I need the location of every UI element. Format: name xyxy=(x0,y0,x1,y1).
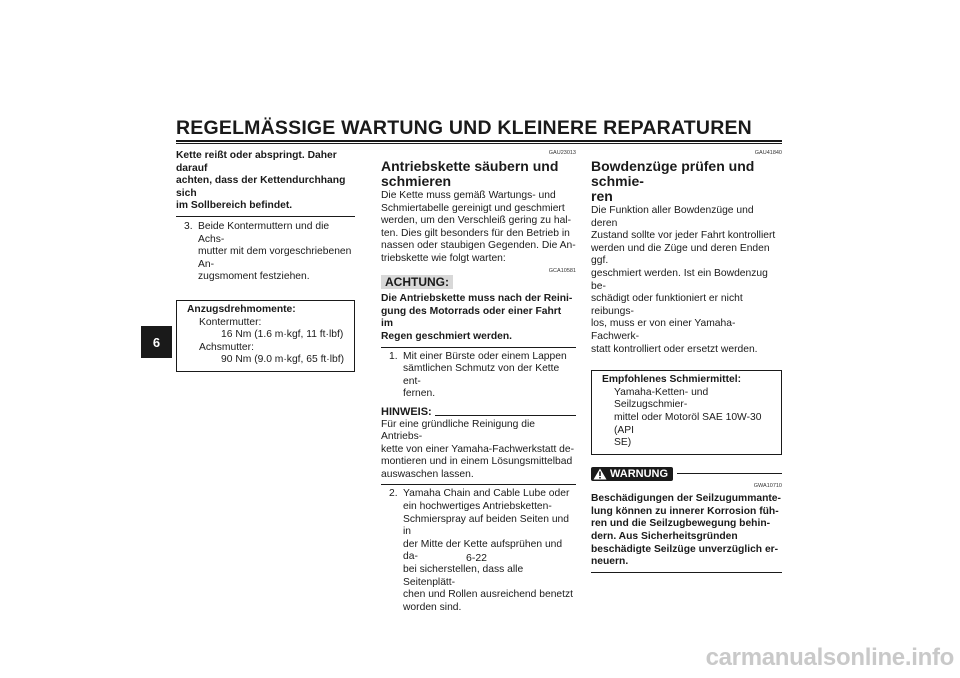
divider xyxy=(176,216,355,217)
caution-code: GCA10581 xyxy=(548,267,576,274)
section-heading: Antriebskette säubern und schmieren xyxy=(381,158,559,189)
lubricant-spec-box: Empfohlenes Schmiermittel: Yamaha-Ketten- und Seilzugschmier- mittel oder Motoröl SAE 10W-30 (API SE) xyxy=(591,370,782,455)
note-text: Für eine gründliche Reinigung die Antriebs- kette von einer Yamaha-Fachwerkstatt de- montieren und in einem Lösungsmittelbad auswaschen lassen. xyxy=(381,418,575,480)
divider xyxy=(381,347,576,348)
caution-text: Die Antriebskette muss nach der Reini- gung des Motorrads oder einer Fahrt im Regen geschmiert werden. xyxy=(381,293,573,342)
section-heading: Bowdenzüge prüfen und schmie- ren xyxy=(591,158,755,204)
title-rule xyxy=(176,140,782,142)
page-title: REGELMÄSSIGE WARTUNG UND KLEINERE REPARATUREN xyxy=(176,117,752,139)
intro-bold-text: Kette reißt oder abspringt. Daher darauf achten, dass der Kettendurchhang sich im Sollbereich befindet. xyxy=(176,150,346,212)
torque-spec-box: Anzugsdrehmomente: Kontermutter: 16 Nm (1.6 m·kgf, 11 ft·lbf) Achsmutter: 90 Nm (9.0 m·kgf, 65 ft·lbf) xyxy=(176,300,355,372)
chapter-tab: 6 xyxy=(141,326,172,358)
note-header: HINWEIS: xyxy=(381,406,576,419)
warning-text: Beschädigungen der Seilzugummante- lung können zu innerer Korrosion füh- ren und die Seilzugbewegung behin- dern. Aus Sicherheitsgründen beschädigte Seilzüge unverzüglich er- neuern. xyxy=(591,493,781,568)
section-body: Die Kette muss gemäß Wartungs- und Schmiertabelle gereinigt und geschmiert werden, um den Verschleiß gering zu hal- ten. Dies gilt besonders für den Betrieb in nassen oder staubigen Gegenden. Die An- triebskette wie folgt warten: xyxy=(381,190,576,264)
caution-label: ACHTUNG: xyxy=(381,275,453,290)
warning-badge: WARNUNG xyxy=(591,467,673,482)
section-body: Die Funktion aller Bowdenzüge und deren Zustand sollte vor jeder Fahrt kontrolliert werden und die Züge und deren Enden ggf. geschmiert werden. Ist ein Bowdenzug be- schädigt oder funktioniert er nicht reibungs- los, muss er von einer Yamaha-Fachwerk- statt kontrolliert oder ersetzt werden. xyxy=(591,205,776,355)
section-code: GAU41840 xyxy=(754,150,782,156)
step-2: 2. Yamaha Chain and Cable Lube oder ein hochwertiges Antriebsketten- Schmierspray auf beiden Seiten und in der Mitte der Kette aufsprühen und da- bei sicherstellen, dass alle Seitenplätt- chen und Rollen ausreichend benetzt worden sind. xyxy=(389,488,574,613)
warning-triangle-icon xyxy=(593,468,607,480)
warning-code: GWA10710 xyxy=(753,483,782,490)
section-code: GAU23013 xyxy=(548,150,576,156)
step-3: 3. Beide Kontermuttern und die Achs- mutter mit dem vorgeschriebenen An- zugsmoment festziehen. xyxy=(184,220,352,283)
warning-header xyxy=(591,467,782,482)
watermark: carmanualsonline.info xyxy=(705,644,954,671)
divider xyxy=(591,572,782,573)
column-3 xyxy=(591,150,782,573)
divider xyxy=(381,484,576,485)
column-2 xyxy=(381,150,576,614)
column-1 xyxy=(176,150,355,372)
title-rule-thin xyxy=(176,143,782,144)
page-number: 6-22 xyxy=(466,552,488,564)
step-1: 1. Mit einer Bürste oder einem Lappen sämtlichen Schmutz von der Kette ent- fernen. xyxy=(389,350,567,400)
